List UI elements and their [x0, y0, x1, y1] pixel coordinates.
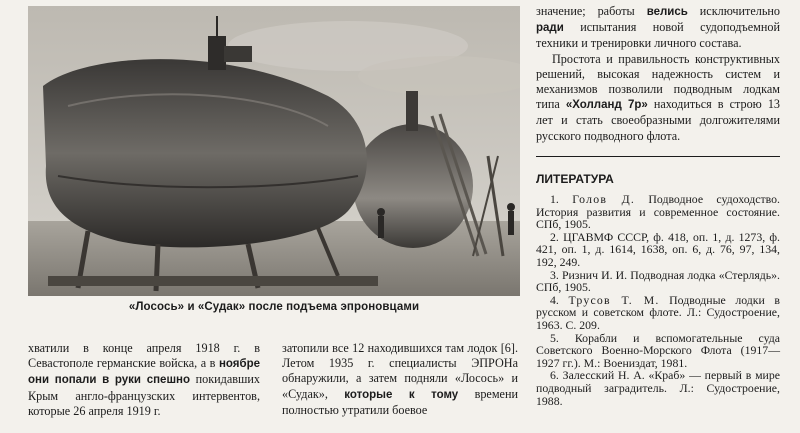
reference-number: 1.	[550, 192, 559, 206]
reference-number: 3.	[550, 267, 559, 282]
body-left-bold-1: ноябре они попали в руки спешно	[28, 358, 260, 387]
section-divider	[536, 156, 780, 157]
right-p2-c: находиться в строю 13 лет и стать своеобразными долгожителями русского подводного флота.	[536, 97, 781, 143]
right-p2-a: Простота и правильность конструктивных решений, высокая надежность систем и механизмов позволили подводным лодкам типа	[536, 51, 780, 112]
reference-author: Ризнич И. И.	[561, 267, 628, 282]
reference-author: Корабли и вспомогательные суда	[574, 330, 780, 345]
reference-author: ЦГАВМФ СССР,	[563, 229, 650, 244]
reference-text: Советского Военно-Морского Флота (1917—1927 гг.). М.: Воениздат, 1981.	[536, 343, 780, 370]
right-p1-b: велись	[646, 6, 688, 18]
reference-author: Залесский Н. А.	[562, 368, 645, 383]
body-column-middle	[282, 341, 518, 418]
reference-author: Голов Д.	[572, 192, 636, 206]
reference-text: Подводные лодки в русском и советском флоте. Л.: Судостроение, 1963. С. 209.	[536, 292, 780, 332]
reference-item	[536, 269, 780, 294]
body-column-left	[28, 341, 260, 419]
body-mid-text-1: затопили все 12 находившихся там лодок [6]. Летом 1935 г. специалисты ЭПРОНа обнаружили, а затем подняли «Лосось» и «Судак»,	[282, 341, 518, 401]
right-p2-b: «Холланд 7р»	[565, 99, 648, 112]
reference-text: Подводная лодка «Стерлядь». СПб, 1905.	[536, 267, 780, 295]
right-p1-a: значение; работы	[536, 4, 647, 18]
reference-number: 2.	[550, 229, 559, 244]
reference-text: ф. 418, оп. 1, д. 1273, ф. 421, оп. 1, д. 1614, 1638, оп. 6, д. 76, 97, 134, 192, 249.	[536, 229, 780, 269]
reference-item	[536, 332, 780, 370]
body-left-text-2: покидавших Крым англо-французских интервентов, которые 26 апреля 1919 г.	[28, 372, 260, 418]
reference-item	[536, 193, 780, 231]
reference-number: 4.	[550, 292, 559, 307]
body-mid-text-2: времени полностью утратили боевое	[282, 386, 518, 417]
body-column-right	[536, 4, 780, 144]
reference-item	[536, 294, 780, 332]
body-mid-bold-1: которые к тому	[344, 388, 459, 401]
right-p1-c: исключительно	[687, 4, 781, 18]
reference-text: Подводное судоходство. История развития и современное состояние. СПб, 1905.	[536, 192, 781, 232]
reference-number: 5.	[550, 330, 559, 345]
figure-photo	[28, 6, 520, 296]
body-left-text-1: хватили в конце апреля 1918 г. в Севастополе германские войска, а в	[28, 341, 260, 371]
figure-caption: «Лосось» и «Судак» после подъема эпроновцами	[128, 301, 420, 313]
reference-author: Трусов Т. М.	[568, 292, 660, 307]
reference-item	[536, 231, 780, 269]
reference-number: 6.	[550, 368, 559, 383]
reference-item	[536, 369, 780, 407]
reference-list	[536, 193, 780, 407]
literature-heading: ЛИТЕРАТУРА	[536, 172, 614, 186]
submarines-photo-illustration	[28, 6, 520, 296]
right-p1-e: испытания новой судоподъемной техники и тренировки личного состава.	[536, 20, 780, 51]
reference-text: «Краб» — первый в мире подводный заградитель. Л.: Судостроение, 1988.	[536, 368, 780, 408]
right-p1-d: ради	[536, 22, 564, 35]
